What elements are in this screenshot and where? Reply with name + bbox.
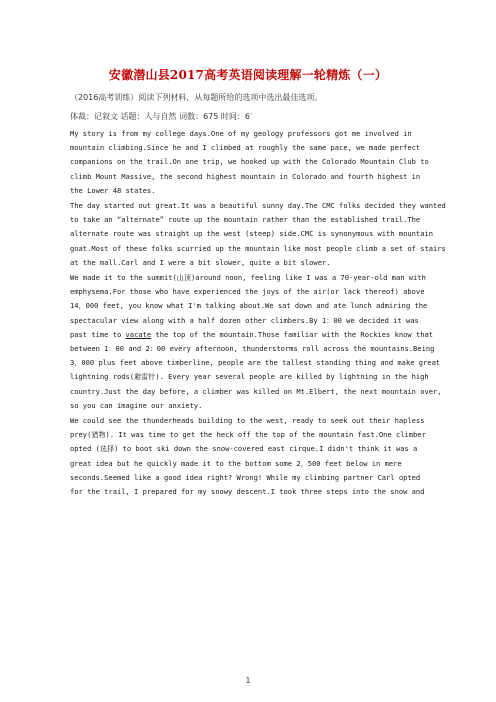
text-line: seconds.Seemed like a good idea right? Wrong! While my climbing partner Carl opted: [70, 472, 421, 482]
text-line: We made it to the summit(山顶)around noon, feeling like I was a 70-year-old man with: [70, 273, 426, 283]
text-line: opted (选择) to boot ski down the snow-covered east cirque.I didn't think it was a: [70, 444, 418, 454]
text-line: spectacular view along with a half dozen other climbers.By 1：00 we decided it was: [70, 315, 419, 325]
passage-info: 体裁：记叙文 话题：人与自然 词数：675 时间：6′: [70, 112, 252, 121]
text-line: 14，000 feet, you know what I'm talking about.We sat down and ate lunch admiring the: [70, 301, 428, 311]
text-line: companions on the trail.On one trip, we hooked up with the Colorado Mountain Club to: [70, 157, 429, 167]
text-line: for the trail, I prepared for my snowy descent.I took three steps into the snow and: [70, 487, 425, 497]
text-line: past time to vacate the top of the mountain.Those familiar with the Rockies know that: [70, 329, 434, 339]
text-line: goat.Most of these folks scurried up the mountain like most people climb a set of stairs: [70, 243, 446, 253]
text-line: 3，000 plus feet above timberline, people are the tallest standing thing and make great: [70, 358, 441, 368]
underlined-word: vacate: [125, 329, 152, 339]
text-line: My story is from my college days.One of my geology professors got me involved in: [70, 129, 412, 138]
page-number: 1: [245, 676, 251, 685]
paragraph: [70, 271, 442, 413]
passage-body: [70, 127, 446, 500]
text-line: at the mall.Carl and I were a bit slower, quite a bit slower.: [70, 257, 331, 267]
text-line: great idea but he quickly made it to the bottom some 2，500 feet below in mere: [70, 458, 402, 468]
text-line: prey(猎物). It was time to get the heck off the top of the mountain fast.One climber: [70, 430, 426, 440]
paragraph: [70, 199, 446, 270]
text-line: lightning rods(避雷针). Every year several people are killed by lightning in the high: [70, 372, 429, 382]
paragraph: [70, 127, 430, 198]
text-line: the Lower 48 states.: [70, 185, 156, 195]
text-line: to take an “alternate” route up the mountain rather than the established trail.The: [70, 215, 421, 225]
text-line: alternate route was straight up the west (steep) side.CMC is synonymous with mountain: [70, 229, 434, 239]
instruction-line: （2016高考训练）阅读下列材料，从每题所给的选项中选出最佳选项。: [70, 93, 323, 102]
text-line: climb Mount Massive, the second highest mountain in Colorado and fourth highest in: [70, 171, 421, 181]
text-line: between 1：00 and 2：00 every afternoon, thunderstorms roll across the mountains.Being: [70, 344, 435, 354]
text-line: so you can imagine our anxiety.: [70, 400, 203, 410]
text-line: mountain climbing.Since he and I climbed at roughly the same pace, we made perfect: [70, 143, 421, 153]
text-line: emphysema.For those who have experienced the joys of the air(or lack thereof) above: [70, 287, 425, 297]
text-line: country.Just the day before, a climber was killed on Mt.Elbert, the next mountain over,: [70, 386, 442, 396]
text-line: The day started out great.It was a beautiful sunny day.The CMC folks decided they wanted: [70, 201, 446, 211]
text-line: We could see the thunderheads building to the west, ready to seek out their hapless: [70, 416, 425, 426]
paragraph: [70, 414, 430, 499]
document-title: 安徽潜山县2017高考英语阅读理解一轮精炼（一）: [108, 68, 388, 82]
